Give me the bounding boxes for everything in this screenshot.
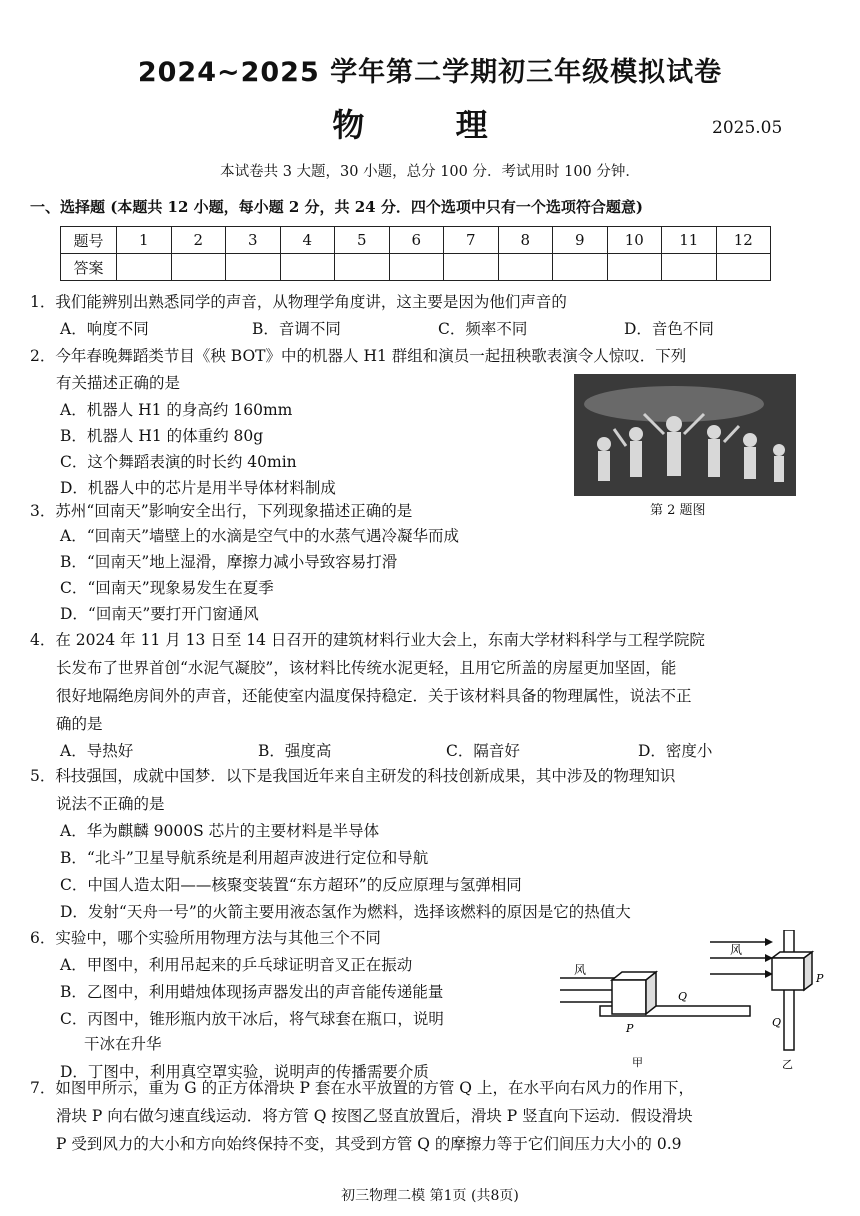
page-footer: 初三物理二模 第1页 (共8页): [341, 1188, 519, 1204]
question-7-line-1: 7．如图甲所示，重为 G 的正方体滑块 P 套在水平放置的方管 Q 上，在水平向右风力的作用下，: [30, 1079, 694, 1097]
answer-cell[interactable]: [389, 254, 444, 281]
table-cell: 12: [716, 227, 771, 254]
subject-title: 物 理: [332, 106, 528, 144]
question-6-option-d: D．丁图中，利用真空罩实验，说明声的传播需要介质: [60, 1063, 429, 1081]
question-2-option-b: B．机器人 H1 的体重约 80g: [60, 427, 264, 445]
answer-table-number-row: [61, 227, 771, 254]
question-5-line-2: 说法不正确的是: [56, 795, 165, 813]
robot-dance-illustration: [574, 374, 796, 496]
question-5-option-b: B．“北斗”卫星导航系统是利用超声波进行定位和导航: [60, 849, 429, 867]
diagram-yi: [710, 930, 824, 1070]
question-1-option-a: A．响度不同: [60, 320, 149, 338]
question-6-stem: 6．实验中，哪个实验所用物理方法与其他三个不同: [30, 929, 381, 947]
section-heading: 一、选择题 (本题共 12 小题，每小题 2 分，共 24 分．四个选项中只有一个选项符合题意): [30, 198, 643, 216]
answer-cell[interactable]: [117, 254, 172, 281]
question-3-option-d: D．“回南天”要打开门窗通风: [60, 605, 259, 623]
table-cell: 1: [117, 227, 172, 254]
wind-slider-diagram: [560, 930, 840, 1070]
table-header: 题号: [61, 227, 117, 254]
question-3-option-b: B．“回南天”地上湿滑，摩擦力减小导致容易打滑: [60, 553, 398, 571]
answer-cell[interactable]: [716, 254, 771, 281]
jia-q-label: Q: [678, 990, 688, 1003]
question-1-option-b: B．音调不同: [252, 320, 341, 338]
question-3-stem: 3．苏州“回南天”影响安全出行，下列现象描述正确的是: [30, 502, 413, 520]
answer-cell[interactable]: [607, 254, 662, 281]
jia-label: 甲: [632, 1056, 643, 1069]
table-cell: 9: [553, 227, 608, 254]
jia-wind-label: 风: [574, 963, 587, 977]
table-cell: 4: [280, 227, 335, 254]
question-6-option-b: B．乙图中，利用蜡烛体现扬声器发出的声音能传递能量: [60, 983, 444, 1001]
table-cell: 7: [444, 227, 499, 254]
yi-label: 乙: [782, 1058, 793, 1070]
yi-q-label: Q: [772, 1016, 782, 1029]
table-cell: 8: [498, 227, 553, 254]
question-4-line-2: 长发布了世界首创“水泥气凝胶”，该材料比传统水泥更轻，且用它所盖的房屋更加坚固，能: [56, 659, 677, 677]
question-5-option-c: C．中国人造太阳——核聚变装置“东方超环”的反应原理与氢弹相同: [60, 876, 522, 894]
question-1-stem: 1．我们能辨别出熟悉同学的声音，从物理学角度讲，这主要是因为他们声音的: [30, 293, 567, 311]
table-header: 答案: [61, 254, 117, 281]
question-5-option-a: A．华为麒麟 9000S 芯片的主要材料是半导体: [60, 822, 380, 840]
question-1-option-c: C．频率不同: [438, 320, 528, 338]
table-cell: 6: [389, 227, 444, 254]
diagram-jia: [560, 963, 750, 1069]
answer-cell[interactable]: [662, 254, 717, 281]
exam-info: 本试卷共 3 大题，30 小题，总分 100 分．考试用时 100 分钟．: [220, 164, 640, 180]
jia-p-label: P: [626, 1022, 634, 1035]
answer-cell[interactable]: [280, 254, 335, 281]
question-5-option-d: D．发射“天舟一号”的火箭主要用液态氢作为燃料，选择该燃料的原因是它的热值大: [60, 903, 631, 921]
question-4-option-a: A．导热好: [60, 742, 134, 760]
exam-title: 2024~2025 学年第二学期初三年级模拟试卷: [137, 57, 723, 88]
question-5-line-1: 5．科技强国，成就中国梦．以下是我国近年来自主研发的科技创新成果，其中涉及的物理知识: [30, 767, 676, 785]
question-3-option-c: C．“回南天”现象易发生在夏季: [60, 579, 274, 597]
yi-p-label: P: [816, 972, 824, 985]
answer-cell[interactable]: [226, 254, 281, 281]
yi-wind-label: 风: [730, 943, 743, 957]
table-cell: 10: [607, 227, 662, 254]
question-2-option-c: C．这个舞蹈表演的时长约 40min: [60, 453, 297, 471]
question-6-option-c: C．丙图中，锥形瓶内放干冰后，将气球套在瓶口，说明: [60, 1010, 444, 1028]
table-cell: 5: [335, 227, 390, 254]
question-4-option-c: C．隔音好: [446, 742, 520, 760]
question-4-line-1: 4．在 2024 年 11 月 13 日至 14 日召开的建筑材料行业大会上，东南大学材料科学与工程学院院: [30, 631, 705, 649]
robot-dance-photo: [574, 374, 796, 496]
table-cell: 11: [662, 227, 717, 254]
question-2-stem: 2．今年春晚舞蹈类节目《秧 BOT》中的机器人 H1 群组和演员一起扭秧歌表演令人惊叹．下列: [30, 347, 687, 365]
question-6-option-a: A．甲图中，利用吊起来的乒乓球证明音叉正在振动: [60, 956, 413, 974]
question-2-figure-caption: 第 2 题图: [650, 503, 706, 518]
question-4-option-b: B．强度高: [258, 742, 332, 760]
question-2-stem-cont: 有关描述正确的是: [56, 374, 181, 392]
answer-cell[interactable]: [444, 254, 499, 281]
question-6-option-c-cont: 干冰在升华: [84, 1035, 162, 1053]
question-7-line-3: P 受到风力的大小和方向始终保持不变，其受到方管 Q 的摩擦力等于它们间压力大小的 0.9: [56, 1135, 682, 1153]
question-1-option-d: D．音色不同: [624, 320, 714, 338]
answer-table-answer-row: [61, 254, 771, 281]
question-3-option-a: A．“回南天”墙壁上的水滴是空气中的水蒸气遇冷凝华而成: [60, 527, 460, 545]
answer-cell[interactable]: [553, 254, 608, 281]
question-4-line-3: 很好地隔绝房间外的声音，还能使室内温度保持稳定．关于该材料具备的物理属性，说法不正: [56, 687, 692, 705]
table-cell: 2: [171, 227, 226, 254]
table-cell: 3: [226, 227, 281, 254]
question-7-line-2: 滑块 P 向右做匀速直线运动．将方管 Q 按图乙竖直放置后，滑块 P 竖直向下运动．假设滑块: [56, 1107, 693, 1125]
question-2-option-d: D．机器人中的芯片是用半导体材料制成: [60, 479, 336, 497]
exam-date: 2025.05: [712, 118, 783, 138]
question-2-option-a: A．机器人 H1 的身高约 160mm: [60, 401, 293, 419]
question-4-option-d: D．密度小: [638, 742, 713, 760]
answer-cell[interactable]: [171, 254, 226, 281]
answer-cell[interactable]: [335, 254, 390, 281]
question-4-line-4: 确的是: [56, 715, 103, 733]
answer-cell[interactable]: [498, 254, 553, 281]
answer-table: [60, 226, 771, 281]
